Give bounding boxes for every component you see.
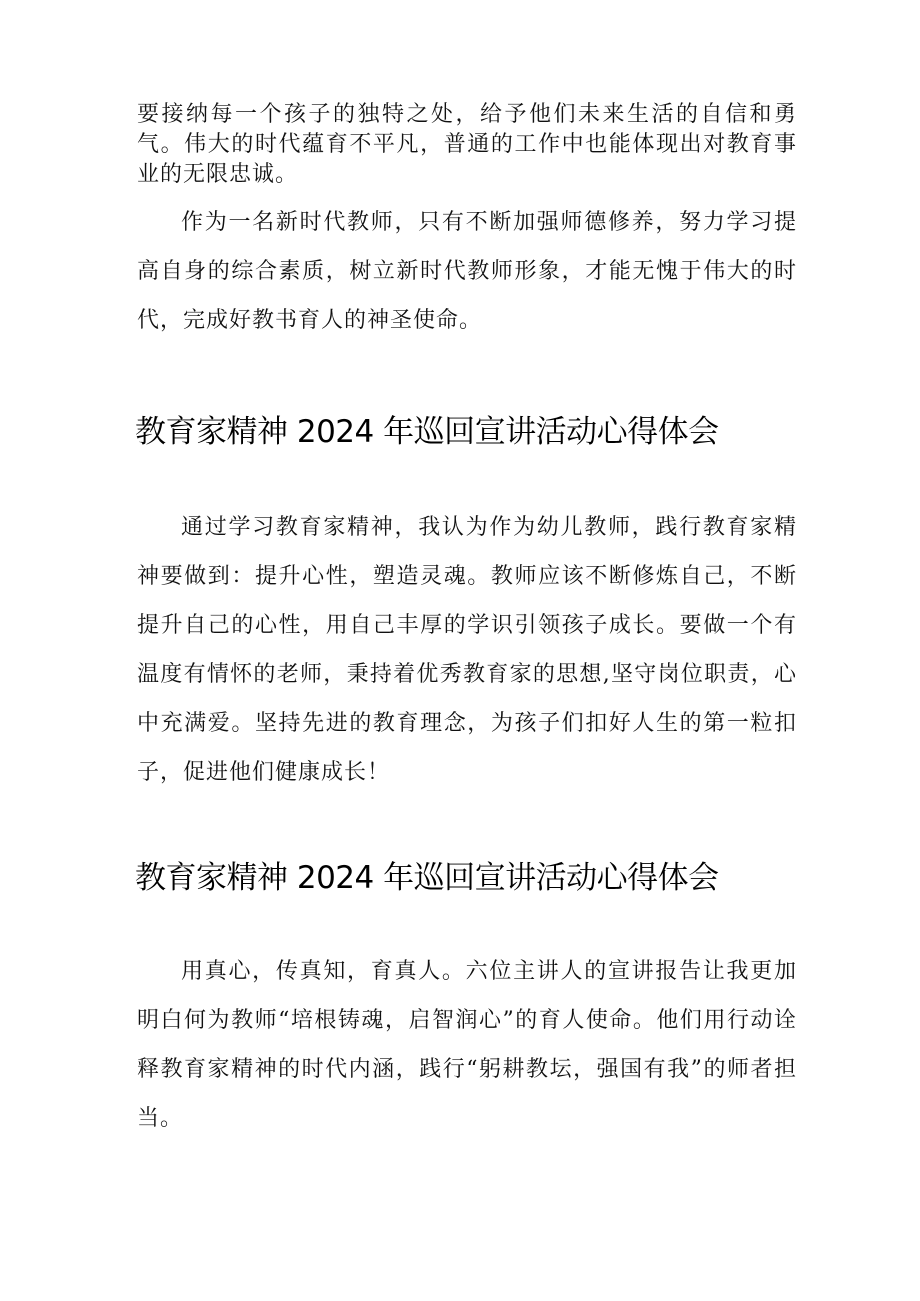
section-body-1: 通过学习教育家精神，我认为作为幼儿教师，践行教育家精神要做到：提升心性，塑造灵魂。教师应该不断修炼自己，不断提升自己的心性，用自己丰厚的学识引领孩子成长。要做一个有温度有情怀的老师，秉持着优秀教育家的思想,坚守岗位职责，心中充满爱。坚持先进的教育理念，为孩子们扣好人生的第一粒扣子，促进他们健康成长！ xyxy=(137,515,797,785)
paragraph-intro: 要接纳每一个孩子的独特之处，给予他们未来生活的自信和勇气。伟大的时代蕴育不平凡，普通的工作中也能体现出对教育事业的无限忠诚。 xyxy=(137,102,797,187)
section-title-1: 教育家精神 2024 年巡回宣讲活动心得体会 xyxy=(135,414,719,450)
section-body-2: 用真心，传真知，育真人。六位主讲人的宣讲报告让我更加明白何为教师“培根铸魂，启智润心”的育人使命。他们用行动诠释教育家精神的时代内涵，践行“躬耕教坛，强国有我”的师者担当。 xyxy=(137,959,797,1131)
section-title-2: 教育家精神 2024 年巡回宣讲活动心得体会 xyxy=(135,860,719,896)
paragraph-teacher-mission: 作为一名新时代教师，只有不断加强师德修养，努力学习提高自身的综合素质，树立新时代教师形象，才能无愧于伟大的时代，完成好教书育人的神圣使命。 xyxy=(137,210,797,333)
